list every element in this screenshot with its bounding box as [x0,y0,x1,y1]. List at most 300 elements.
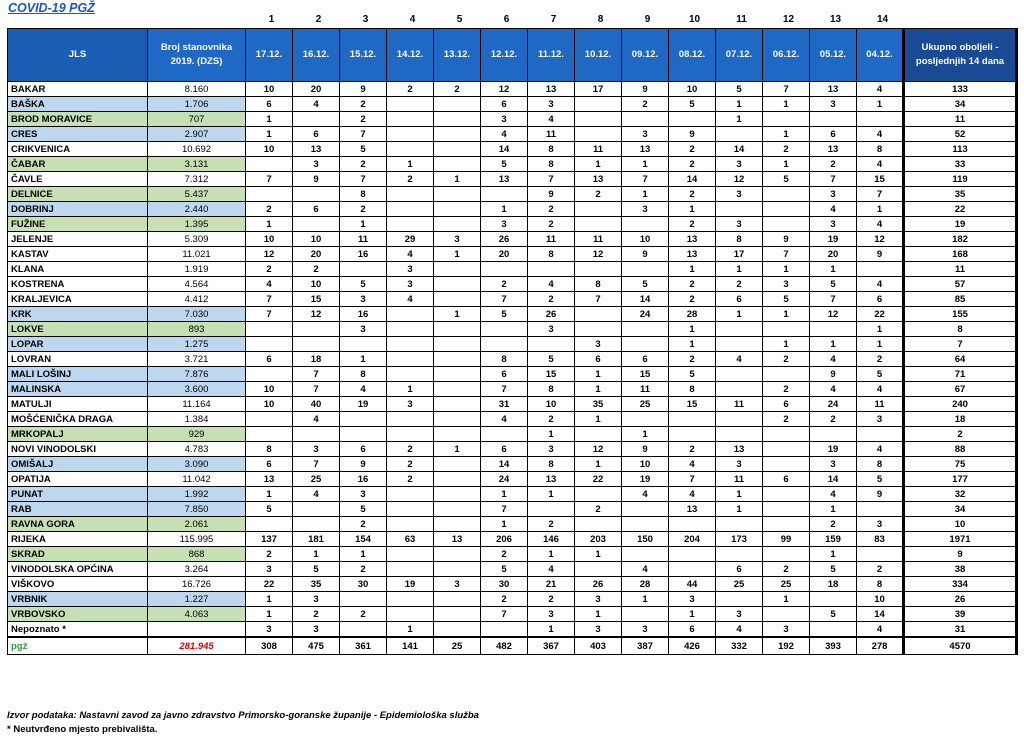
daily-cases: 13 [481,172,528,187]
table-row [8,532,1017,547]
daily-cases [810,322,857,337]
daily-cases: 13 [622,142,669,157]
daily-cases: 1 [481,202,528,217]
daily-cases: 2 [857,352,904,367]
header-date: 11.12. [528,29,575,82]
daily-cases: 14 [622,292,669,307]
daily-cases: 2 [669,142,716,157]
daily-cases: 2 [763,382,810,397]
daily-cases: 13 [716,442,763,457]
daily-cases: 14 [481,142,528,157]
daily-cases: 7 [340,127,387,142]
summary-daily-cases: 393 [810,637,857,655]
daily-cases [246,337,293,352]
daily-cases: 1 [669,202,716,217]
daily-cases [434,127,481,142]
table-row [8,112,1017,127]
population-value: 3.131 [148,157,246,172]
daily-cases [763,457,810,472]
daily-cases: 35 [575,397,622,412]
daily-cases: 4 [716,622,763,638]
daily-cases: 4 [857,157,904,172]
daily-cases [857,262,904,277]
daily-cases: 3 [528,607,575,622]
day-number: 7 [550,14,557,25]
daily-cases: 2 [575,187,622,202]
population-value: 5.437 [148,187,246,202]
daily-cases: 8 [340,187,387,202]
daily-cases: 2 [857,562,904,577]
daily-cases [434,112,481,127]
daily-cases: 7 [810,292,857,307]
daily-cases [763,442,810,457]
table-row [8,547,1017,562]
daily-cases: 3 [340,322,387,337]
municipality-name: OPATIJA [8,472,148,487]
daily-cases [575,517,622,532]
daily-cases: 4 [810,352,857,367]
daily-cases: 10 [622,232,669,247]
daily-cases: 9 [622,247,669,262]
daily-cases: 13 [293,142,340,157]
municipality-name: CRIKVENICA [8,142,148,157]
daily-cases: 4 [857,622,904,638]
daily-cases [669,412,716,427]
daily-cases: 3 [716,157,763,172]
daily-cases: 19 [387,577,434,592]
daily-cases: 16 [340,307,387,322]
daily-cases: 7 [246,172,293,187]
daily-cases [763,367,810,382]
daily-cases: 1 [528,487,575,502]
daily-cases: 1 [434,442,481,457]
daily-cases: 8 [481,352,528,367]
daily-cases: 17 [716,247,763,262]
daily-cases [387,142,434,157]
daily-cases: 2 [528,202,575,217]
municipality-name: RIJEKA [8,532,148,547]
day-number: 12 [782,14,795,25]
table-row [8,397,1017,412]
daily-cases: 6 [481,367,528,382]
total-cases: 334 [904,577,1017,592]
daily-cases: 11 [857,397,904,412]
daily-cases: 22 [575,472,622,487]
daily-cases: 26 [575,577,622,592]
daily-cases [810,427,857,442]
daily-cases [575,127,622,142]
daily-cases: 8 [857,142,904,157]
table-row [8,352,1017,367]
daily-cases: 6 [246,457,293,472]
daily-cases: 8 [857,457,904,472]
daily-cases: 4 [810,487,857,502]
daily-cases: 5 [669,367,716,382]
daily-cases: 1 [716,112,763,127]
daily-cases: 1 [669,337,716,352]
population-value: 3.600 [148,382,246,397]
daily-cases: 3 [293,622,340,638]
daily-cases [387,127,434,142]
daily-cases [293,427,340,442]
population-value: 1.395 [148,217,246,232]
daily-cases: 2 [669,157,716,172]
summary-daily-cases: 141 [387,637,434,655]
population-value: 4.783 [148,442,246,457]
daily-cases: 6 [293,202,340,217]
total-cases: 38 [904,562,1017,577]
daily-cases: 2 [387,442,434,457]
daily-cases: 7 [340,172,387,187]
daily-cases [669,562,716,577]
daily-cases: 19 [622,472,669,487]
table-row [8,187,1017,202]
daily-cases: 35 [293,577,340,592]
header-row [8,29,1017,82]
daily-cases: 4 [857,382,904,397]
daily-cases: 1 [763,127,810,142]
summary-population: 281.945 [148,637,246,655]
daily-cases: 1 [716,487,763,502]
daily-cases [575,487,622,502]
daily-cases [434,202,481,217]
daily-cases: 6 [622,352,669,367]
daily-cases [434,487,481,502]
daily-cases: 3 [528,97,575,112]
daily-cases: 24 [810,397,857,412]
daily-cases: 3 [810,217,857,232]
daily-cases: 8 [575,277,622,292]
daily-cases: 16 [340,247,387,262]
page-title[interactable]: COVID-19 PGŽ [8,1,95,15]
total-cases: 35 [904,187,1017,202]
daily-cases: 9 [810,367,857,382]
daily-cases: 11 [575,142,622,157]
day-number-row [248,14,906,28]
daily-cases: 7 [763,82,810,97]
total-cases: 67 [904,382,1017,397]
summary-daily-cases: 403 [575,637,622,655]
daily-cases: 10 [293,277,340,292]
daily-cases [528,337,575,352]
daily-cases: 1 [575,547,622,562]
daily-cases: 3 [575,592,622,607]
daily-cases [293,502,340,517]
daily-cases: 5 [810,607,857,622]
municipality-name: DELNICE [8,187,148,202]
daily-cases: 3 [716,457,763,472]
daily-cases: 2 [622,97,669,112]
total-cases: 52 [904,127,1017,142]
daily-cases [434,142,481,157]
daily-cases [763,427,810,442]
table-row [8,577,1017,592]
daily-cases: 4 [246,277,293,292]
daily-cases: 1 [763,337,810,352]
table-row [8,367,1017,382]
daily-cases: 19 [810,442,857,457]
daily-cases [716,547,763,562]
daily-cases: 3 [810,457,857,472]
daily-cases: 3 [810,187,857,202]
daily-cases: 3 [575,337,622,352]
daily-cases [246,427,293,442]
municipality-name: MATULJI [8,397,148,412]
daily-cases: 2 [246,202,293,217]
population-value: 868 [148,547,246,562]
daily-cases [434,322,481,337]
header-date: 06.12. [763,29,810,82]
daily-cases: 3 [340,292,387,307]
daily-cases: 1 [857,322,904,337]
daily-cases: 13 [669,232,716,247]
daily-cases: 173 [716,532,763,547]
daily-cases: 4 [810,382,857,397]
daily-cases: 7 [293,382,340,397]
daily-cases [340,337,387,352]
daily-cases [246,517,293,532]
daily-cases: 1 [716,262,763,277]
daily-cases: 4 [716,352,763,367]
daily-cases: 154 [340,532,387,547]
daily-cases [763,217,810,232]
covid-cases-table [7,28,1018,655]
daily-cases [434,562,481,577]
daily-cases [575,562,622,577]
daily-cases: 2 [669,292,716,307]
daily-cases [857,427,904,442]
daily-cases: 44 [669,577,716,592]
population-value: 1.227 [148,592,246,607]
daily-cases [763,112,810,127]
daily-cases [434,337,481,352]
daily-cases: 5 [669,97,716,112]
daily-cases: 1 [246,217,293,232]
table-row [8,412,1017,427]
daily-cases: 25 [716,577,763,592]
daily-cases [528,502,575,517]
daily-cases [387,97,434,112]
population-value: 1.706 [148,97,246,112]
daily-cases: 7 [857,187,904,202]
total-cases: 8 [904,322,1017,337]
daily-cases: 8 [528,157,575,172]
daily-cases: 7 [575,292,622,307]
total-cases: 2 [904,427,1017,442]
daily-cases [340,592,387,607]
total-cases: 71 [904,367,1017,382]
daily-cases: 10 [857,592,904,607]
daily-cases: 4 [622,562,669,577]
daily-cases: 2 [528,292,575,307]
daily-cases: 6 [810,127,857,142]
daily-cases: 1 [669,607,716,622]
total-cases: 18 [904,412,1017,427]
daily-cases: 1 [810,337,857,352]
municipality-name: BAKAR [8,82,148,97]
daily-cases [434,397,481,412]
daily-cases [340,427,387,442]
daily-cases: 5 [246,502,293,517]
daily-cases [575,307,622,322]
daily-cases [293,337,340,352]
table-row [8,157,1017,172]
daily-cases: 9 [340,82,387,97]
daily-cases: 25 [293,472,340,487]
daily-cases [340,262,387,277]
daily-cases: 1 [340,352,387,367]
population-value [148,622,246,638]
daily-cases: 3 [434,232,481,247]
daily-cases: 10 [246,397,293,412]
municipality-name: DOBRINJ [8,202,148,217]
daily-cases [763,187,810,202]
daily-cases [622,262,669,277]
total-cases: 19 [904,217,1017,232]
daily-cases: 7 [246,292,293,307]
header-jls: JLS [8,29,148,82]
daily-cases: 7 [481,502,528,517]
municipality-name: MRKOPALJ [8,427,148,442]
total-cases: 182 [904,232,1017,247]
daily-cases [293,112,340,127]
daily-cases: 12 [246,247,293,262]
day-number: 6 [503,14,510,25]
municipality-name: PUNAT [8,487,148,502]
total-cases: 9 [904,547,1017,562]
daily-cases: 2 [528,517,575,532]
daily-cases: 4 [669,487,716,502]
daily-cases [387,337,434,352]
daily-cases: 4 [669,457,716,472]
daily-cases: 1 [575,367,622,382]
table-row [8,292,1017,307]
daily-cases: 2 [387,472,434,487]
daily-cases: 99 [763,532,810,547]
table-row [8,97,1017,112]
daily-cases [763,202,810,217]
daily-cases: 3 [387,397,434,412]
daily-cases [481,322,528,337]
daily-cases: 28 [669,307,716,322]
daily-cases [716,367,763,382]
municipality-name: LOKVE [8,322,148,337]
daily-cases: 7 [481,607,528,622]
daily-cases: 1 [575,412,622,427]
daily-cases: 29 [387,232,434,247]
daily-cases: 1 [716,502,763,517]
daily-cases: 1 [246,592,293,607]
daily-cases: 9 [340,457,387,472]
daily-cases: 4 [293,487,340,502]
population-value: 3.721 [148,352,246,367]
daily-cases: 3 [716,187,763,202]
summary-daily-cases: 367 [528,637,575,655]
table-row [8,172,1017,187]
daily-cases: 9 [857,247,904,262]
daily-cases: 4 [857,82,904,97]
daily-cases: 3 [763,622,810,638]
total-cases: 39 [904,607,1017,622]
population-value: 2.061 [148,517,246,532]
daily-cases [387,352,434,367]
summary-daily-cases: 387 [622,637,669,655]
daily-cases [857,112,904,127]
daily-cases: 12 [481,82,528,97]
daily-cases: 5 [622,277,669,292]
daily-cases: 6 [669,622,716,638]
municipality-name: KRK [8,307,148,322]
daily-cases [387,607,434,622]
total-cases: 113 [904,142,1017,157]
table-row [8,142,1017,157]
daily-cases: 2 [810,412,857,427]
daily-cases: 8 [246,442,293,457]
total-cases: 177 [904,472,1017,487]
daily-cases [434,547,481,562]
daily-cases [669,547,716,562]
total-cases: 119 [904,172,1017,187]
daily-cases [434,187,481,202]
daily-cases: 7 [763,247,810,262]
daily-cases: 1 [387,157,434,172]
daily-cases: 206 [481,532,528,547]
daily-cases: 2 [669,352,716,367]
daily-cases: 8 [340,367,387,382]
table-row [8,262,1017,277]
daily-cases: 13 [575,172,622,187]
daily-cases [387,367,434,382]
table-row [8,127,1017,142]
daily-cases: 3 [481,112,528,127]
daily-cases: 2 [246,547,293,562]
table-row [8,322,1017,337]
daily-cases: 204 [669,532,716,547]
daily-cases [810,112,857,127]
municipality-name: MALINSKA [8,382,148,397]
daily-cases: 13 [246,472,293,487]
table-row [8,502,1017,517]
daily-cases: 5 [810,277,857,292]
daily-cases: 13 [669,247,716,262]
daily-cases: 13 [528,82,575,97]
daily-cases: 3 [716,217,763,232]
daily-cases [434,502,481,517]
daily-cases: 150 [622,532,669,547]
daily-cases: 6 [716,562,763,577]
daily-cases: 15 [293,292,340,307]
daily-cases: 2 [340,97,387,112]
daily-cases: 3 [293,157,340,172]
daily-cases: 3 [246,562,293,577]
daily-cases [622,607,669,622]
daily-cases: 26 [528,307,575,322]
daily-cases: 8 [528,142,575,157]
daily-cases: 13 [669,502,716,517]
daily-cases: 1 [575,157,622,172]
daily-cases: 9 [763,232,810,247]
daily-cases: 7 [293,367,340,382]
daily-cases [340,412,387,427]
daily-cases [575,427,622,442]
daily-cases: 146 [528,532,575,547]
daily-cases: 159 [810,532,857,547]
daily-cases: 30 [340,577,387,592]
daily-cases: 20 [810,247,857,262]
population-value: 7.312 [148,172,246,187]
population-value: 3.264 [148,562,246,577]
total-cases: 10 [904,517,1017,532]
